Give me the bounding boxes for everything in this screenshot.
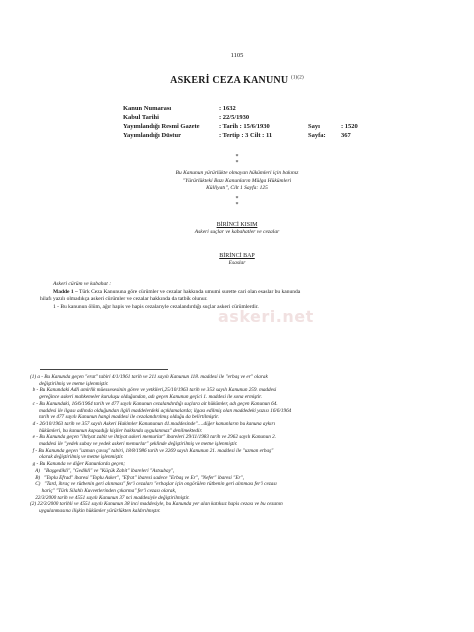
chapter-subtitle: Esaslar <box>228 260 246 266</box>
info-value: : 1632 <box>219 105 236 112</box>
article-line <box>40 296 440 304</box>
asterisk: * <box>235 202 239 208</box>
chapter-heading-block <box>0 253 474 267</box>
asterisk: * <box>235 160 239 166</box>
title-text: ASKERİ CEZA KANUNU <box>170 75 289 86</box>
title-footnote-ref: (1)(2) <box>290 75 304 81</box>
footnote-line: 22/3/2000 tarih ve 4551 sayılı Kanunun 37 nci maddesiyle değiştirilmiştir. <box>30 494 190 501</box>
chapter-heading: BİRİNCİ BAP <box>219 253 255 259</box>
footnote-line: e - Bu Kanunda geçen "ihtiyat zabit ve ihtiyat askeri memurlar" ibareleri 29/11/1983 tarih ve 2962 sayılı Kanunun 2. <box>30 434 276 441</box>
article-title: Askeri cürüm ve kabahat : <box>53 281 112 287</box>
asterisk-separator <box>0 154 474 166</box>
intro-note-line: "Yürürlükteki Bazı Kanunların Mülga Hükümleri <box>182 177 292 184</box>
footnote-line: maddesi ile ilgası adlında olduğundan ilgili maddelerdeki açıklamalarda; ilgası edilmiş olan maddedeki yazısı 16/6/1964 <box>30 407 292 414</box>
footnote-line: (1) a - Bu Kanunda geçen "erat" tabiri 4/1/1961 tarih ve 211 sayılı Kanunun 118. maddesi ile "erbaş ve er" olarak <box>30 374 268 380</box>
footnote-line: değiştirilmiş ve metne işlenmiştir. <box>30 380 109 387</box>
article-text: 1 - Bu kanunun ölüm, ağır hapis ve hapis cezalarıyle cezalandırdığı suçlar askeri cürümlerdir. <box>53 303 259 310</box>
footnote-line: C) "Tard, ihraç ve rütbenin geri alınması" fer'i cezaları "erbaşlar için ongörülen rütbenin geri alınması fer'i cezası <box>30 481 277 488</box>
document-title <box>0 75 474 86</box>
info-label: Kanun Numarası <box>123 105 172 112</box>
page-number: 1105 <box>230 52 244 59</box>
footnote-line: B) "Toplu Efrad" ibaresi "Toplu Asker", "Efrat" ibaresi sadece "Erbaş ve Er", "Nefer" ibaresi "Er", <box>30 474 244 481</box>
asterisk: * <box>235 154 239 160</box>
footnote-line: tarih ve 477 sayılı Kanunun hangi maddesi ile cezalandırılmış olduğu da belirtilmiştir. <box>30 414 219 421</box>
info-extra-label: Sayfa: <box>308 132 326 139</box>
info-label: Yayımlandığı Düstur <box>123 132 181 139</box>
footnote-line: f - Bu Kanunda geçen "uzman çavuş" tabiri, 18/8/1986 tarih ve 3269 sayılı Kanunun 21. maddesi ile "uzman erbaş" <box>30 447 274 454</box>
footnote-line: gereğince askeri mahkemeler kuruluşu olduğundan, adı geçen Kanunun geçici 1. maddesi ile sona ermiştir. <box>30 394 262 401</box>
footnotes <box>30 374 450 614</box>
asterisk: * <box>235 196 239 202</box>
watermark: askeri.net <box>218 307 314 326</box>
info-value: : Tertip : 3 Cilt : 11 <box>219 132 273 139</box>
article-number: Madde 1 – <box>53 288 78 295</box>
info-extra-label: Sayı <box>308 123 320 130</box>
footnote-line: c - Bu Kanundaki, 16/6/1964 tarih ve 477 sayılı Kanunun cezalandırdığı suçlara ait hükümler, adı geçen Kanunun 64. <box>30 400 278 407</box>
info-extra-value: 367 <box>341 132 351 139</box>
part-subtitle: Askeri suçlar ve kabahatler ve cezalar <box>194 229 280 235</box>
intro-note <box>0 170 474 193</box>
footnote-line: g - Bu Kanunda ve diğer Kanunlarda geçen; <box>30 461 126 468</box>
footnote-line: (2) 22/3/2000 tarihli ve 4551 sayılı Kanunun 38 inci maddesiyle, bu Kanunda yer alan katıksız hapis cezası ve bu cezanın <box>30 501 283 508</box>
article-line <box>40 289 440 297</box>
info-extra-value: : 1520 <box>341 123 358 130</box>
footnote-divider <box>40 369 168 370</box>
footnote-line: hariç" "Türk Silahlı Kuvvetlerinden çıkarma" fer'i cezası olarak, <box>30 487 177 494</box>
asterisk-separator <box>0 196 474 208</box>
info-label: Kabul Tarihi <box>123 114 159 121</box>
intro-note-line: Bu Kanunun yürürlükte olmayan hükümleri için bakınız <box>175 170 299 176</box>
part-heading-block <box>0 222 474 236</box>
footnote-line: d - 26/10/1963 tarih ve 357 sayılı Askeri Hakimler Kanununun 41.maddesinde"….diğer kanunların bu kanuna aykırı <box>30 420 276 427</box>
part-heading: BİRİNCİ KISIM <box>216 222 258 228</box>
info-value: : 22/5/1930 <box>219 114 250 121</box>
footnote-line: A) "Başgedikli", "Gedikli" ve "Küçük Zabit" ibareleri "Astsubay", <box>30 467 175 474</box>
footnote-line: hükümleri, bu kanunun kapsadığı kişiler hakkında uygulanmaz" denilmektedir. <box>30 427 203 434</box>
intro-note-line: Külliyatı", Cilt 1 Sayfa: 125 <box>206 185 268 191</box>
article-text: Türk Ceza Kanununa göre cürümler ve cezalar hakkında umumi surette cari olan esaslar bu kanunda <box>77 288 301 295</box>
info-label: Yayımlandığı Resmî Gazete <box>123 123 200 130</box>
footnote-line: olarak değiştirilmiş ve metne işlenmiştir. <box>30 454 124 461</box>
article-text: hilafı yazılı olmadıkça askeri cürümler ve cezalar hakkında da tatbik olunur. <box>40 296 208 302</box>
info-value: : Tarih : 15/6/1930 <box>219 123 270 130</box>
footnote-line: uygulanmasına ilişkin hükümler yürürlükten kaldırılmıştır. <box>30 508 161 514</box>
footnote-line: b - Bu Kanundaki Adli amirlik müessesesinin görev ve yetkileri,25/10/1963 tarih ve 353 sayılı Kanunun 259. maddesi <box>30 387 277 394</box>
footnote-line: maddesi ile "yedek subay ve yedek askeri memurlar" şeklinde değiştirilmiş ve metne işlenmiştir. <box>30 441 238 447</box>
